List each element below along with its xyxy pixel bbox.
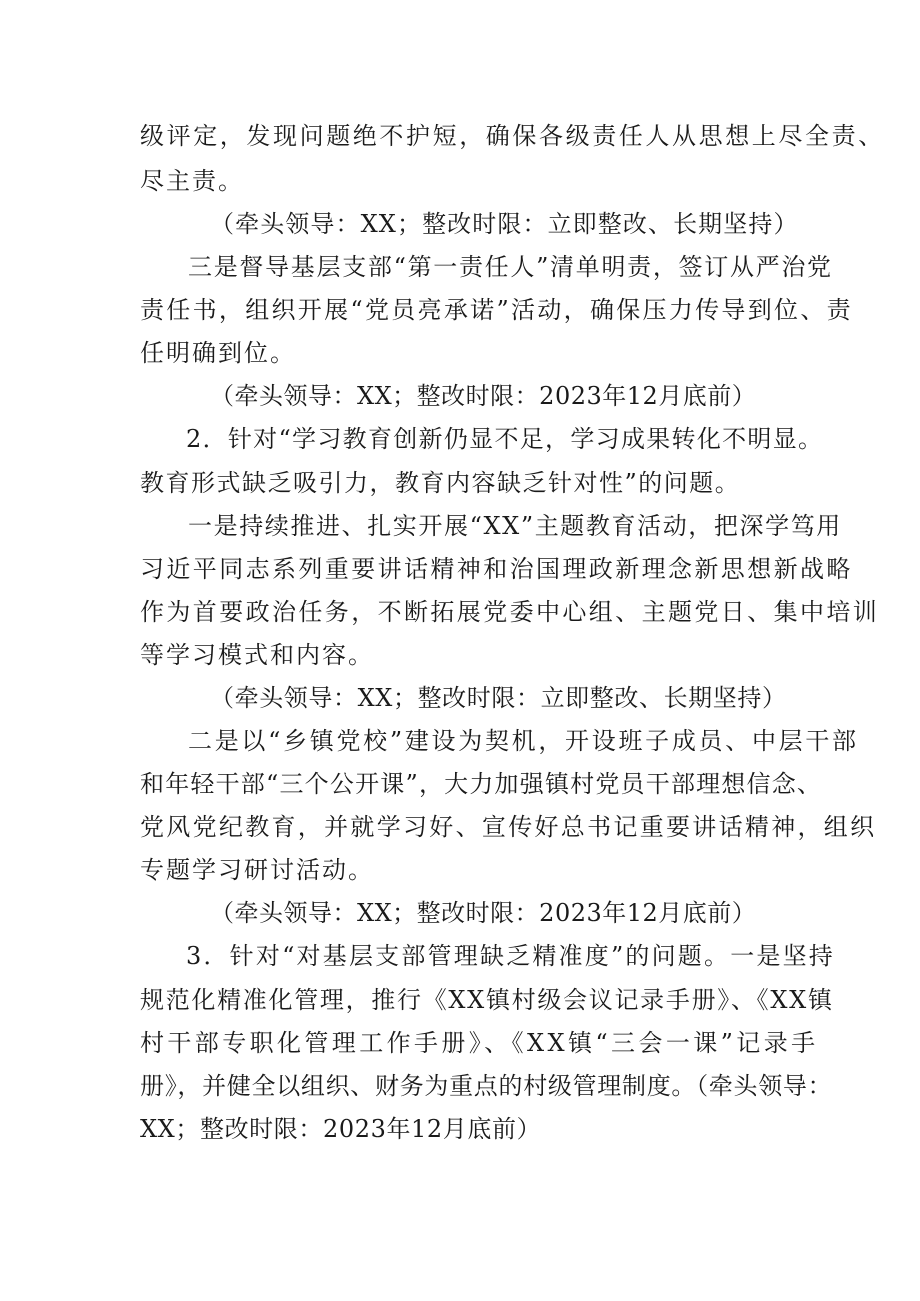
text-line: 二是以“乡镇党校”建设为契机，开设班子成员、中层干部 <box>188 727 859 755</box>
text-line: 专题学习研讨活动。 <box>140 856 374 884</box>
text-line: 规范化精准化管理，推行《XX镇村级会议记录手册》、《XX镇 <box>140 986 834 1014</box>
text-line: 责任书，组织开展“党员亮承诺”活动，确保压力传导到位、责 <box>140 296 853 324</box>
text-line: 级评定，发现问题绝不护短，确保各级责任人从思想上尽全责、 <box>140 122 885 150</box>
text-line: 党风党纪教育，并就学习好、宣传好总书记重要讲话精神，组织 <box>140 813 877 841</box>
text-line: 习近平同志系列重要讲话精神和治国理政新理念新思想新战略 <box>140 555 853 583</box>
text-line: 作为首要政治任务，不断拓展党委中心组、主题党日、集中培训 <box>140 598 880 626</box>
text-line: 教育形式缺乏吸引力，教育内容缺乏针对性”的问题。 <box>140 469 741 497</box>
responsibility-note: （牵头领导：XX；整改时限：2023年12月底前） <box>210 382 757 410</box>
text-line: 一是持续推进、扎实开展“XX”主题教育活动，把深学笃用 <box>188 512 842 540</box>
responsibility-note: （牵头领导：XX；整改时限：2023年12月底前） <box>210 899 757 927</box>
responsibility-note: （牵头领导：XX；整改时限：立即整改、长期坚持） <box>210 684 787 712</box>
text-line: XX；整改时限：2023年12月底前） <box>140 1115 542 1143</box>
text-line: 等学习模式和内容。 <box>140 641 374 669</box>
text-line: 册》，并健全以组织、财务为重点的村级管理制度。（牵头领导： <box>140 1072 833 1100</box>
section-heading: 2．针对“学习教育创新仍显不足，学习成果转化不明显。 <box>186 425 824 453</box>
section-heading: 3．针对“对基层支部管理缺乏精准度”的问题。一是坚持 <box>186 942 836 970</box>
text-line: 尽主责。 <box>140 167 244 195</box>
text-line: 三是督导基层支部“第一责任人”清单明责，签订从严治党 <box>188 253 833 281</box>
text-line: 村干部专职化管理工作手册》、《XX镇“三会一课”记录手 <box>140 1029 819 1057</box>
text-line: 和年轻干部“三个公开课”，大力加强镇村党员干部理想信念、 <box>140 770 823 798</box>
text-line: 任明确到位。 <box>140 339 296 367</box>
responsibility-note: （牵头领导：XX；整改时限：立即整改、长期坚持） <box>210 210 799 238</box>
